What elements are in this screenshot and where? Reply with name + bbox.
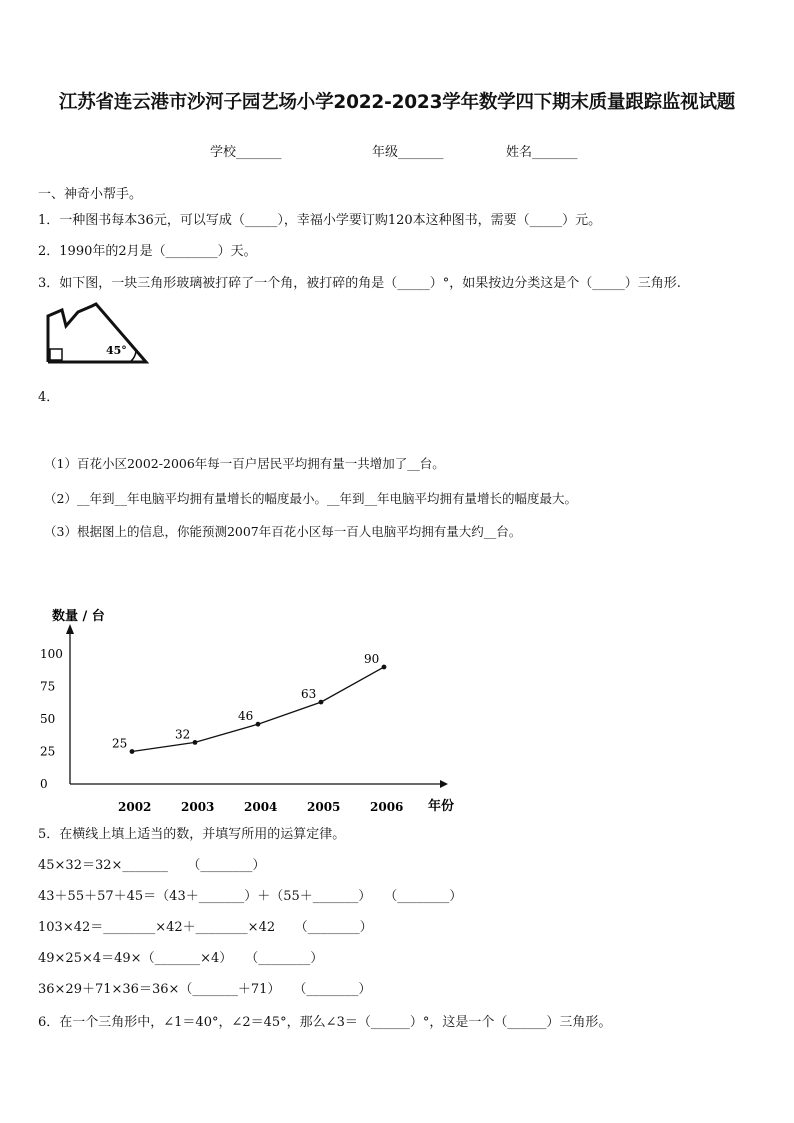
angle-arc [130, 351, 136, 362]
question-6: 6．在一个三角形中，∠1＝40°，∠2＝45°，那么∠3＝（______）°，这是一个（______）三角形。 [38, 1015, 612, 1030]
data-point-2005 [319, 700, 324, 705]
question-4-sub-3: （3）根据图上的信息，你能预测2007年百花小区每一百人电脑平均拥有量大约__台。 [44, 524, 522, 539]
question-5-line-2: 43＋55＋57＋45＝（43＋_______）＋（55＋_______） （________） [38, 889, 463, 904]
y-tick-label-100: 100 [40, 647, 63, 661]
x-tick-label-2002: 2002 [118, 800, 152, 814]
x-axis-arrow [440, 780, 448, 788]
y-tick-label-75: 75 [40, 679, 56, 694]
data-label-2006: 90 [364, 652, 380, 666]
y-axis-label: 数量 / 台 [52, 609, 105, 624]
grade-field[interactable]: 年级_______ [372, 145, 444, 160]
data-label-2004: 46 [238, 709, 254, 724]
x-tick-label-2003: 2003 [181, 800, 215, 814]
data-label-2002: 25 [112, 736, 128, 751]
y-tick-label-25: 25 [40, 744, 56, 759]
data-point-2004 [256, 722, 261, 727]
question-5-line-4: 49×25×4＝49×（_______×4） （________） [38, 951, 324, 966]
page-title: 江苏省连云港市沙河子园艺场小学2022-2023学年数学四下期末质量跟踪监视试题 [58, 92, 736, 113]
question-2: 2．1990年的2月是（________）天。 [38, 244, 257, 259]
question-1: 1．一种图书每本36元，可以写成（_____），幸福小学要订购120本这种图书，需要（_____）元。 [38, 213, 602, 228]
question-5-line-1: 45×32＝32×_______ （________） [38, 858, 266, 873]
question-5-line-3: 103×42＝________×42＋________×42 （________） [38, 920, 373, 935]
question-3: 3．如下图，一块三角形玻璃被打碎了一个角，被打碎的角是（_____）°，如果按边分类这是个（_____）三角形. [38, 276, 681, 291]
y-axis-arrow [66, 624, 74, 634]
question-5-line-5: 36×29＋71×36＝36×（_______＋71） （________） [38, 982, 372, 997]
question-4-number: 4． [38, 390, 60, 405]
data-label-2005: 63 [301, 687, 317, 702]
line-chart [30, 600, 470, 820]
angle-label: 45° [106, 344, 127, 357]
x-tick-label-2004: 2004 [244, 800, 278, 814]
x-tick-label-2006: 2006 [370, 800, 404, 814]
x-axis-label: 年份 [428, 799, 455, 814]
school-field[interactable]: 学校_______ [210, 145, 282, 160]
question-4-sub-2: （2）__年到__年电脑平均拥有量增长的幅度最小。__年到__年电脑平均拥有量增长的幅度最大。 [44, 491, 577, 506]
question-5-intro: 5．在横线上填上适当的数，并填写所用的运算定律。 [38, 827, 346, 842]
question-4-sub-1: （1）百花小区2002-2006年每一百户居民平均拥有量一共增加了__台。 [44, 456, 445, 471]
section-heading: 一、神奇小帮手。 [38, 187, 143, 202]
right-angle-mark [50, 349, 62, 360]
broken-triangle-figure [44, 298, 152, 366]
data-point-2002 [130, 749, 135, 754]
y-tick-label-0: 0 [40, 777, 48, 791]
name-field[interactable]: 姓名_______ [506, 145, 578, 160]
data-label-2003: 32 [175, 727, 191, 742]
y-tick-label-50: 50 [40, 712, 56, 726]
data-point-2006 [382, 665, 387, 670]
x-tick-label-2005: 2005 [307, 800, 341, 814]
series-line [132, 667, 384, 752]
data-point-2003 [193, 740, 198, 745]
